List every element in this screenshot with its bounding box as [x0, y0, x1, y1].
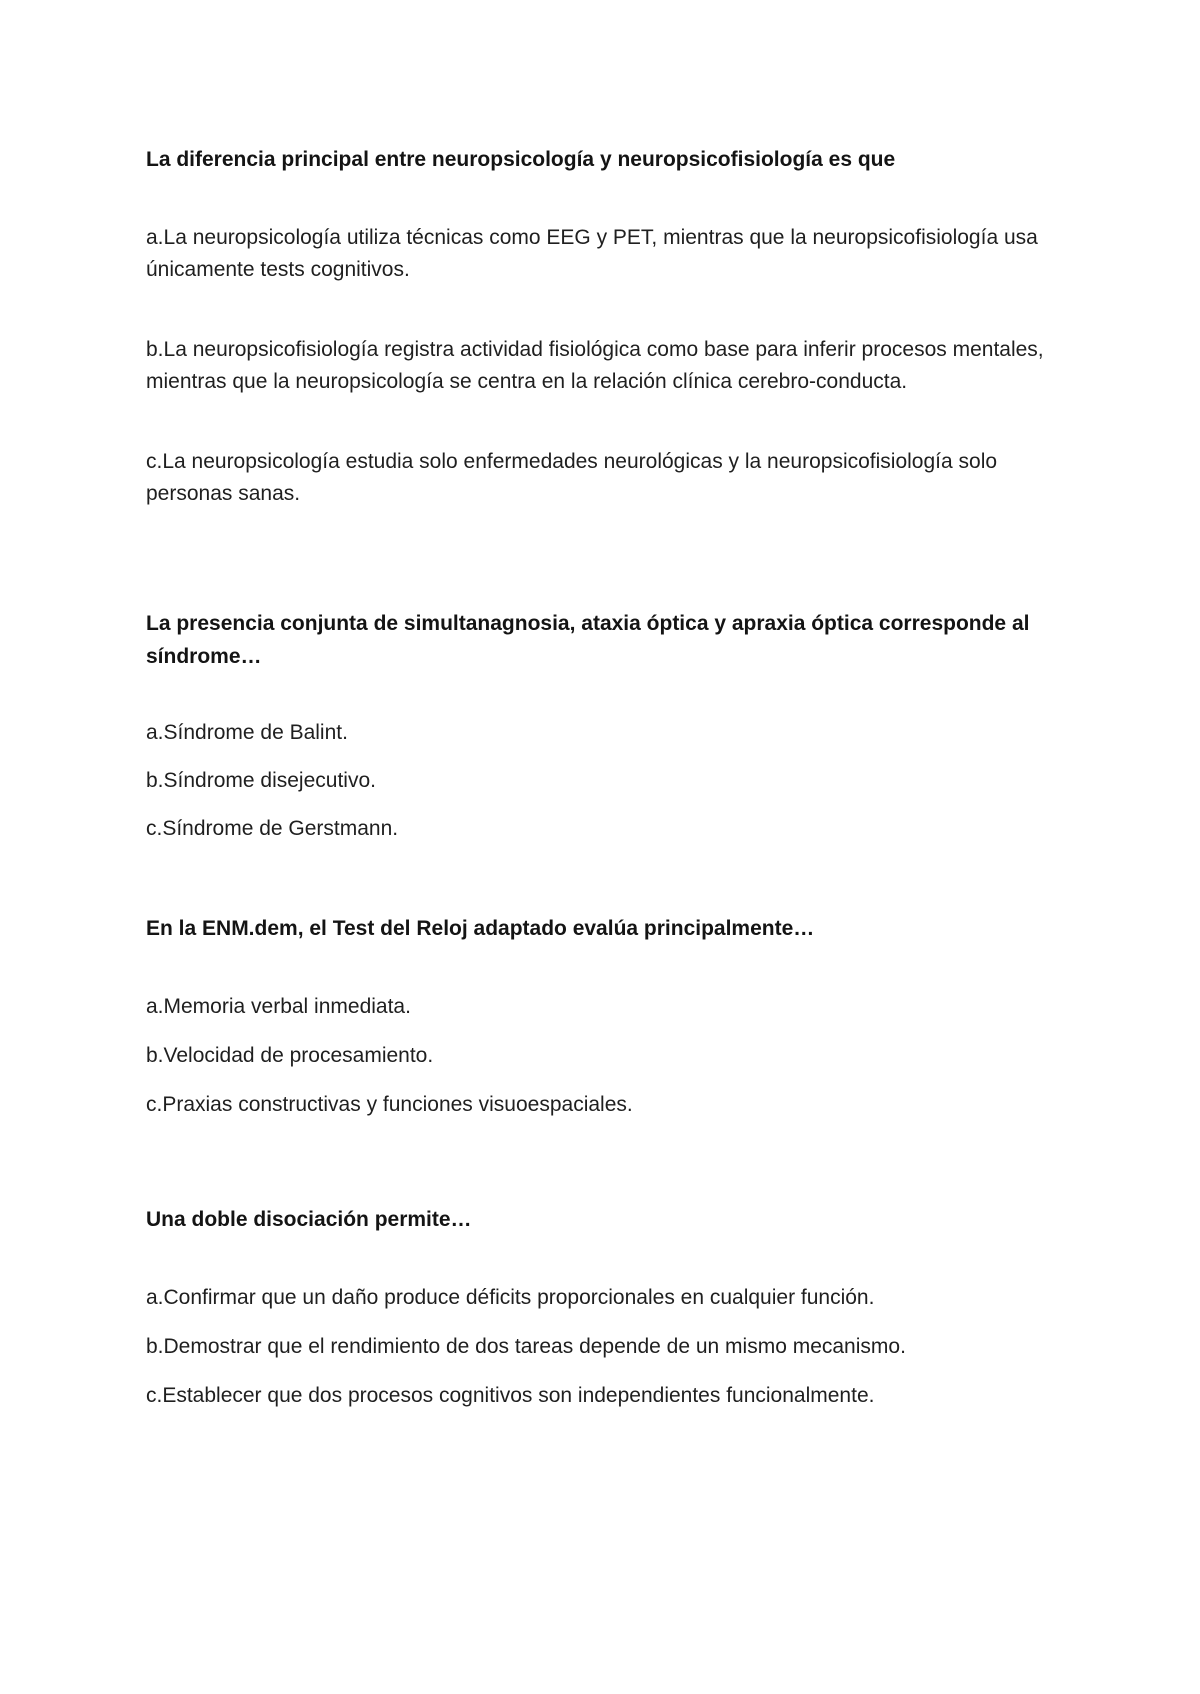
option-a: a.Memoria verbal inmediata.: [146, 995, 411, 1018]
option-c: c.Establecer que dos procesos cognitivos son independientes funcionalmente.: [146, 1384, 875, 1407]
option-c: c.La neuropsicología estudia solo enfermedades neurológicas y la neuropsicofisiología solo personas sanas.: [146, 450, 998, 505]
question-title: La diferencia principal entre neuropsicología y neuropsicofisiología es que: [146, 148, 896, 171]
option-b: b.Velocidad de procesamiento.: [146, 1044, 434, 1067]
option-c: c.Praxias constructivas y funciones visuoespaciales.: [146, 1093, 633, 1116]
question-title: Una doble disociación permite…: [146, 1208, 472, 1231]
options-list: [146, 1282, 1066, 1412]
options-list: [146, 717, 1066, 845]
options-list: [146, 991, 1066, 1121]
option-a: a.Confirmar que un daño produce déficits proporcionales en cualquier función.: [146, 1286, 875, 1309]
option-c: c.Síndrome de Gerstmann.: [146, 817, 399, 840]
question-block: [146, 912, 1066, 1138]
option-a: a.La neuropsicología utiliza técnicas como EEG y PET, mientras que la neuropsicofisiología usa únicamente tests cognitivos.: [146, 226, 1038, 281]
question-block: [146, 1203, 1066, 1429]
option-b: b.Síndrome disejecutivo.: [146, 769, 376, 792]
option-a: a.Síndrome de Balint.: [146, 721, 348, 744]
question-title: La presencia conjunta de simultanagnosia, ataxia óptica y apraxia óptica corresponde al síndrome…: [146, 612, 1030, 668]
options-list: [146, 222, 1066, 510]
question-title: En la ENM.dem, el Test del Reloj adaptado evalúa principalmente…: [146, 917, 815, 940]
question-block: [146, 143, 1066, 558]
option-b: b.La neuropsicofisiología registra actividad fisiológica como base para inferir procesos mentales, mientras que la neuropsicología se centra en la relación clínica cerebro-conducta.: [146, 338, 1044, 393]
question-block: [146, 607, 1066, 861]
option-b: b.Demostrar que el rendimiento de dos tareas depende de un mismo mecanismo.: [146, 1335, 906, 1358]
